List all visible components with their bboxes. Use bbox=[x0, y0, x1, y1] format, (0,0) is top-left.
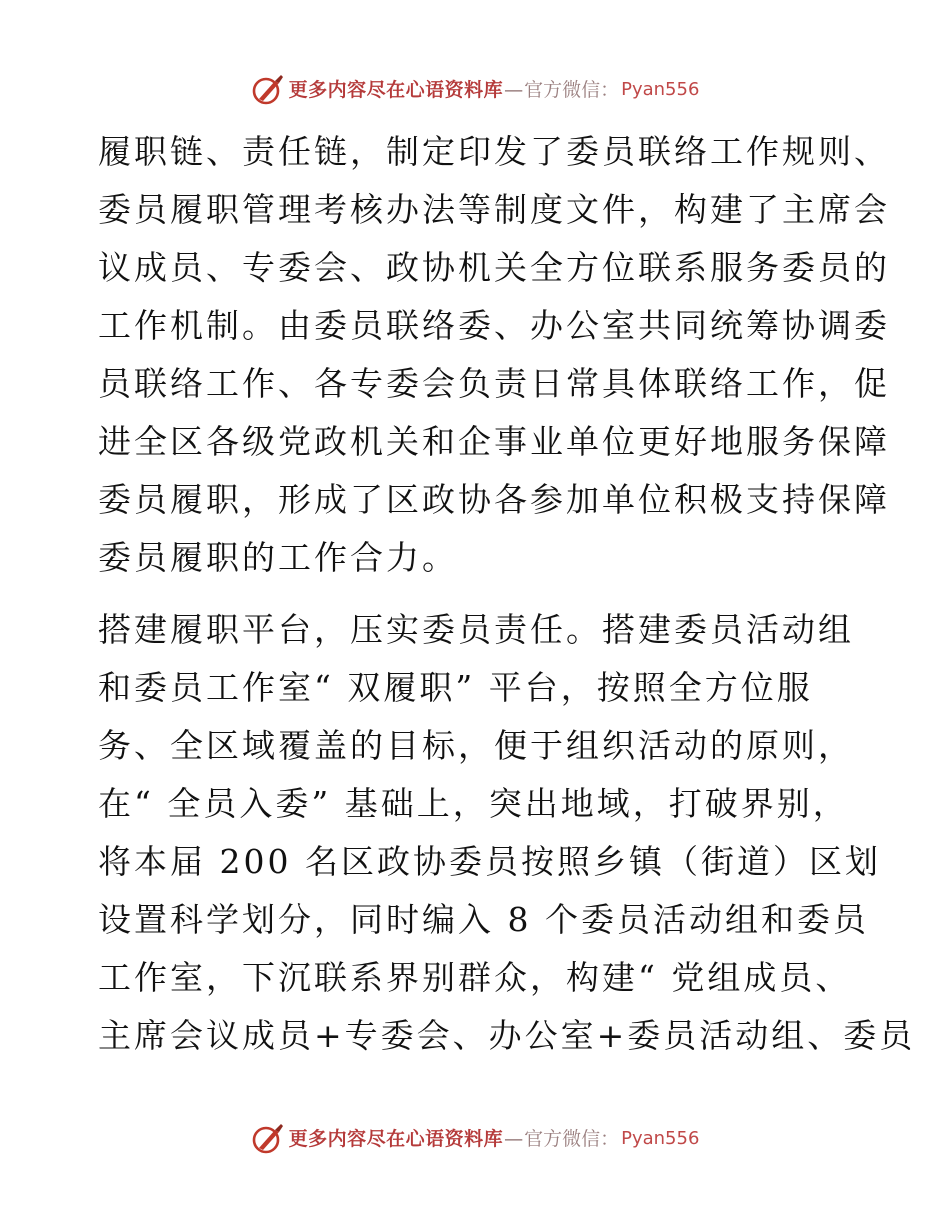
text-line: 履职链、责任链，制定印发了委员联络工作规则、 bbox=[98, 132, 890, 171]
text-line: 委员履职的工作合力。 bbox=[98, 538, 458, 577]
text-line: 委员履职，形成了区政协各参加单位积极支持保障 bbox=[98, 480, 890, 519]
text-line: 设置科学划分，同时编入 8 个委员活动组和委员 bbox=[98, 900, 869, 939]
paragraph-gap bbox=[98, 587, 858, 601]
text-line: 员联络工作、各专委会负责日常具体联络工作，促 bbox=[98, 364, 890, 403]
text-line: 在“ 全员入委” 基础上，突出地域，打破界别， bbox=[98, 784, 849, 823]
text-line: 进全区各级党政机关和企事业单位更好地服务保障 bbox=[98, 422, 890, 461]
watermark-wechat-id: Pyan556 bbox=[621, 1128, 700, 1149]
text-line: 工作机制。由委员联络委、办公室共同统筹协调委 bbox=[98, 306, 890, 345]
watermark-dash: — bbox=[504, 1127, 524, 1150]
text-line: 主席会议成员+专委会、办公室+委员活动组、委员 bbox=[98, 1016, 916, 1055]
text-line: 务、全区域覆盖的目标，便于组织活动的原则， bbox=[98, 726, 854, 765]
watermark-main-text: 更多内容尽在心语资料库 bbox=[288, 1127, 504, 1150]
watermark-label: 官方微信 bbox=[524, 1127, 601, 1150]
paragraph bbox=[98, 123, 890, 587]
pen-logo-icon bbox=[251, 1122, 285, 1156]
watermark-colon: ： bbox=[600, 78, 620, 101]
watermark-colon: ： bbox=[600, 1127, 620, 1150]
text-line: 委员履职管理考核办法等制度文件，构建了主席会 bbox=[98, 190, 890, 229]
pen-logo-icon bbox=[251, 73, 285, 107]
watermark-wechat-id: Pyan556 bbox=[621, 79, 700, 100]
text-line: 议成员、专委会、政协机关全方位联系服务委员的 bbox=[98, 248, 890, 287]
text-line: 工作室，下沉联系界别群众，构建“ 党组成员、 bbox=[98, 958, 852, 997]
text-line: 搭建履职平台，压实委员责任。搭建委员活动组 bbox=[98, 610, 854, 649]
watermark-main-text: 更多内容尽在心语资料库 bbox=[288, 78, 504, 101]
watermark-label: 官方微信 bbox=[524, 78, 601, 101]
text-line: 将本届 200 名区政协委员按照乡镇（街道）区划 bbox=[98, 842, 881, 881]
document-body bbox=[98, 123, 916, 1065]
header-watermark bbox=[0, 70, 950, 110]
watermark-dash: — bbox=[504, 78, 524, 101]
text-line: 和委员工作室“ 双履职” 平台，按照全方位服 bbox=[98, 668, 813, 707]
footer-watermark bbox=[0, 1119, 950, 1159]
paragraph bbox=[98, 601, 916, 1065]
